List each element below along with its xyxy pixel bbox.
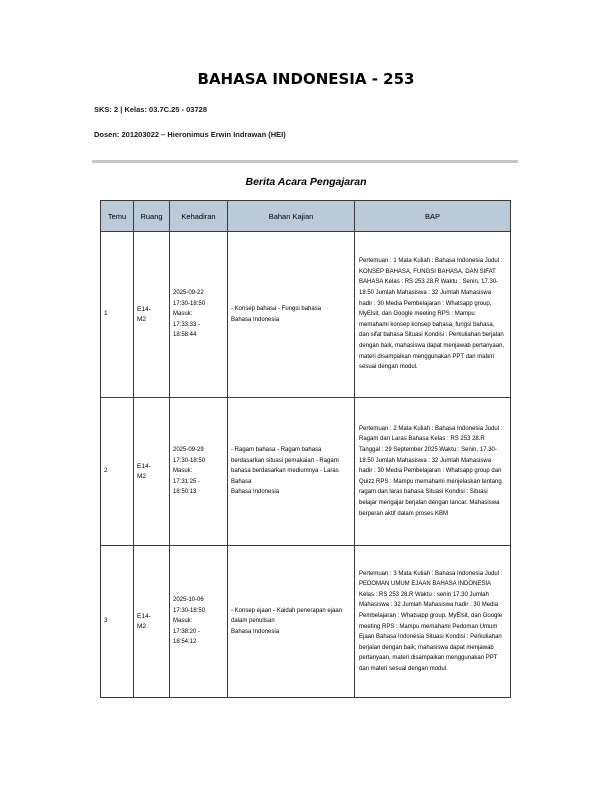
cell-bap: Pertemuan : 3 Mata Kuliah : Bahasa Indonesia Judul : PEDOMAN UMUM EJAAN BAHASA INDONESIA Kelas : RS 253 28.R Waktu : senin 17.30 Jumlah Mahasiswa : 32 Jumlah Mahasiswa hadir : 30 Media Pembelajaran : Whatsapp group, MyElsit, dan Google meeting RPS : Mampu memahami Pedoman Umum Ejaan Bahasa Indonesia Situasi Kondisi : Perkuliahan berjalan dengan baik, mahasiswa dapat menjawab pertanyaan, materi disampaikan menggunakan PPT dan materi sesuai dengan modul. bbox=[355, 546, 511, 698]
cell-ruang: E14- M2 bbox=[134, 546, 170, 698]
cell-bahan-kajian: - Konsep bahasa - Fungsi bahasa Bahasa Indonesia bbox=[228, 232, 355, 398]
header-temu: Temu bbox=[101, 201, 134, 232]
sks-class-info: SKS: 2 | Kelas: 03.7C.25 - 03728 bbox=[94, 105, 207, 114]
table-row bbox=[101, 398, 511, 546]
cell-kehadiran: 2025-09-29 17:30-18:50 Masuk: 17:31:25 - 18:50:13 bbox=[170, 398, 228, 546]
cell-bap: Pertemuan : 2 Mata Kuliah : Bahasa Indonesia Judul : Ragam dan Laras Bahasa Kelas : RS 253 28.R Tanggal : 29 September 2025 Waktu : Senin, 17.30-18.50 Jumlah Mahasiswa : 32 Jumlah Mahasiswa hadir : 30 Media Pembelajaran : Whatsapp group dan Quizz RPS : Mampu memahami menjelaskan tentang ragam dan laras bahasa Situasi Kondisi : Situasi belajar mengajar berjalan dengan lancar. Mahasiswa berperan aktif dalam proses KBM bbox=[355, 398, 511, 546]
cell-kehadiran: 2025-09-22 17:30-18:50 Masuk: 17:33:33 - 18:58:44 bbox=[170, 232, 228, 398]
cell-ruang: E14- M2 bbox=[134, 232, 170, 398]
table-row bbox=[101, 546, 511, 698]
cell-bahan-kajian: - Ragam bahasa - Ragam bahasa berdasarkan situasi pemakaian - Ragam bahasa berdasarkan mediumnya - Laras Bahasa Bahasa Indonesia bbox=[228, 398, 355, 546]
header-kehadiran: Kehadiran bbox=[170, 201, 228, 232]
table-row bbox=[101, 232, 511, 398]
cell-ruang: E14- M2 bbox=[134, 398, 170, 546]
cell-temu: 1 bbox=[101, 232, 134, 398]
document-title: BAHASA INDONESIA - 253 bbox=[197, 70, 415, 88]
cell-temu: 2 bbox=[101, 398, 134, 546]
teaching-report-table bbox=[100, 200, 511, 698]
table-header-row bbox=[101, 201, 511, 232]
header-ruang: Ruang bbox=[134, 201, 170, 232]
cell-bap: Pertemuan : 1 Mata Kuliah : Bahasa Indonesia Judul : KONSEP BAHASA, FUNGSI BAHASA, DAN SIFAT BAHASA Kelas : RS 253 28.R Waktu : Senin, 17.30-18.50 Jumlah Mahasiswa : 32 Jumlah Mahasiswa hadir : 30 Media Pembelajaran : Whatsapp group, MyElsit, dan Google meeting RPS : Mampu memahami konsep konsep bahasa, fungsi bahasa, dan sifat bahasa Situasi Kondisi : Perkuliahan berjalan dengan baik, mahasiswa dapat menjawab pertanyaan, materi disampaikan menggunakan PPT dan materi sesuai dengan modul. bbox=[355, 232, 511, 398]
cell-kehadiran: 2025-10-06 17:30-18:50 Masuk: 17:38:20 - 18:54:12 bbox=[170, 546, 228, 698]
lecturer-info: Dosen: 201203022 – Hieronimus Erwin Indrawan (HEI) bbox=[94, 130, 286, 139]
header-bahan-kajian: Bahan Kajian bbox=[228, 201, 355, 232]
divider-line bbox=[92, 160, 518, 163]
cell-bahan-kajian: - Konsep ejaan - Kaidah penerapan ejaan dalam penulisan Bahasa Indonesia bbox=[228, 546, 355, 698]
cell-temu: 3 bbox=[101, 546, 134, 698]
section-title: Berita Acara Pengajaran bbox=[245, 176, 367, 188]
header-bap: BAP bbox=[355, 201, 511, 232]
